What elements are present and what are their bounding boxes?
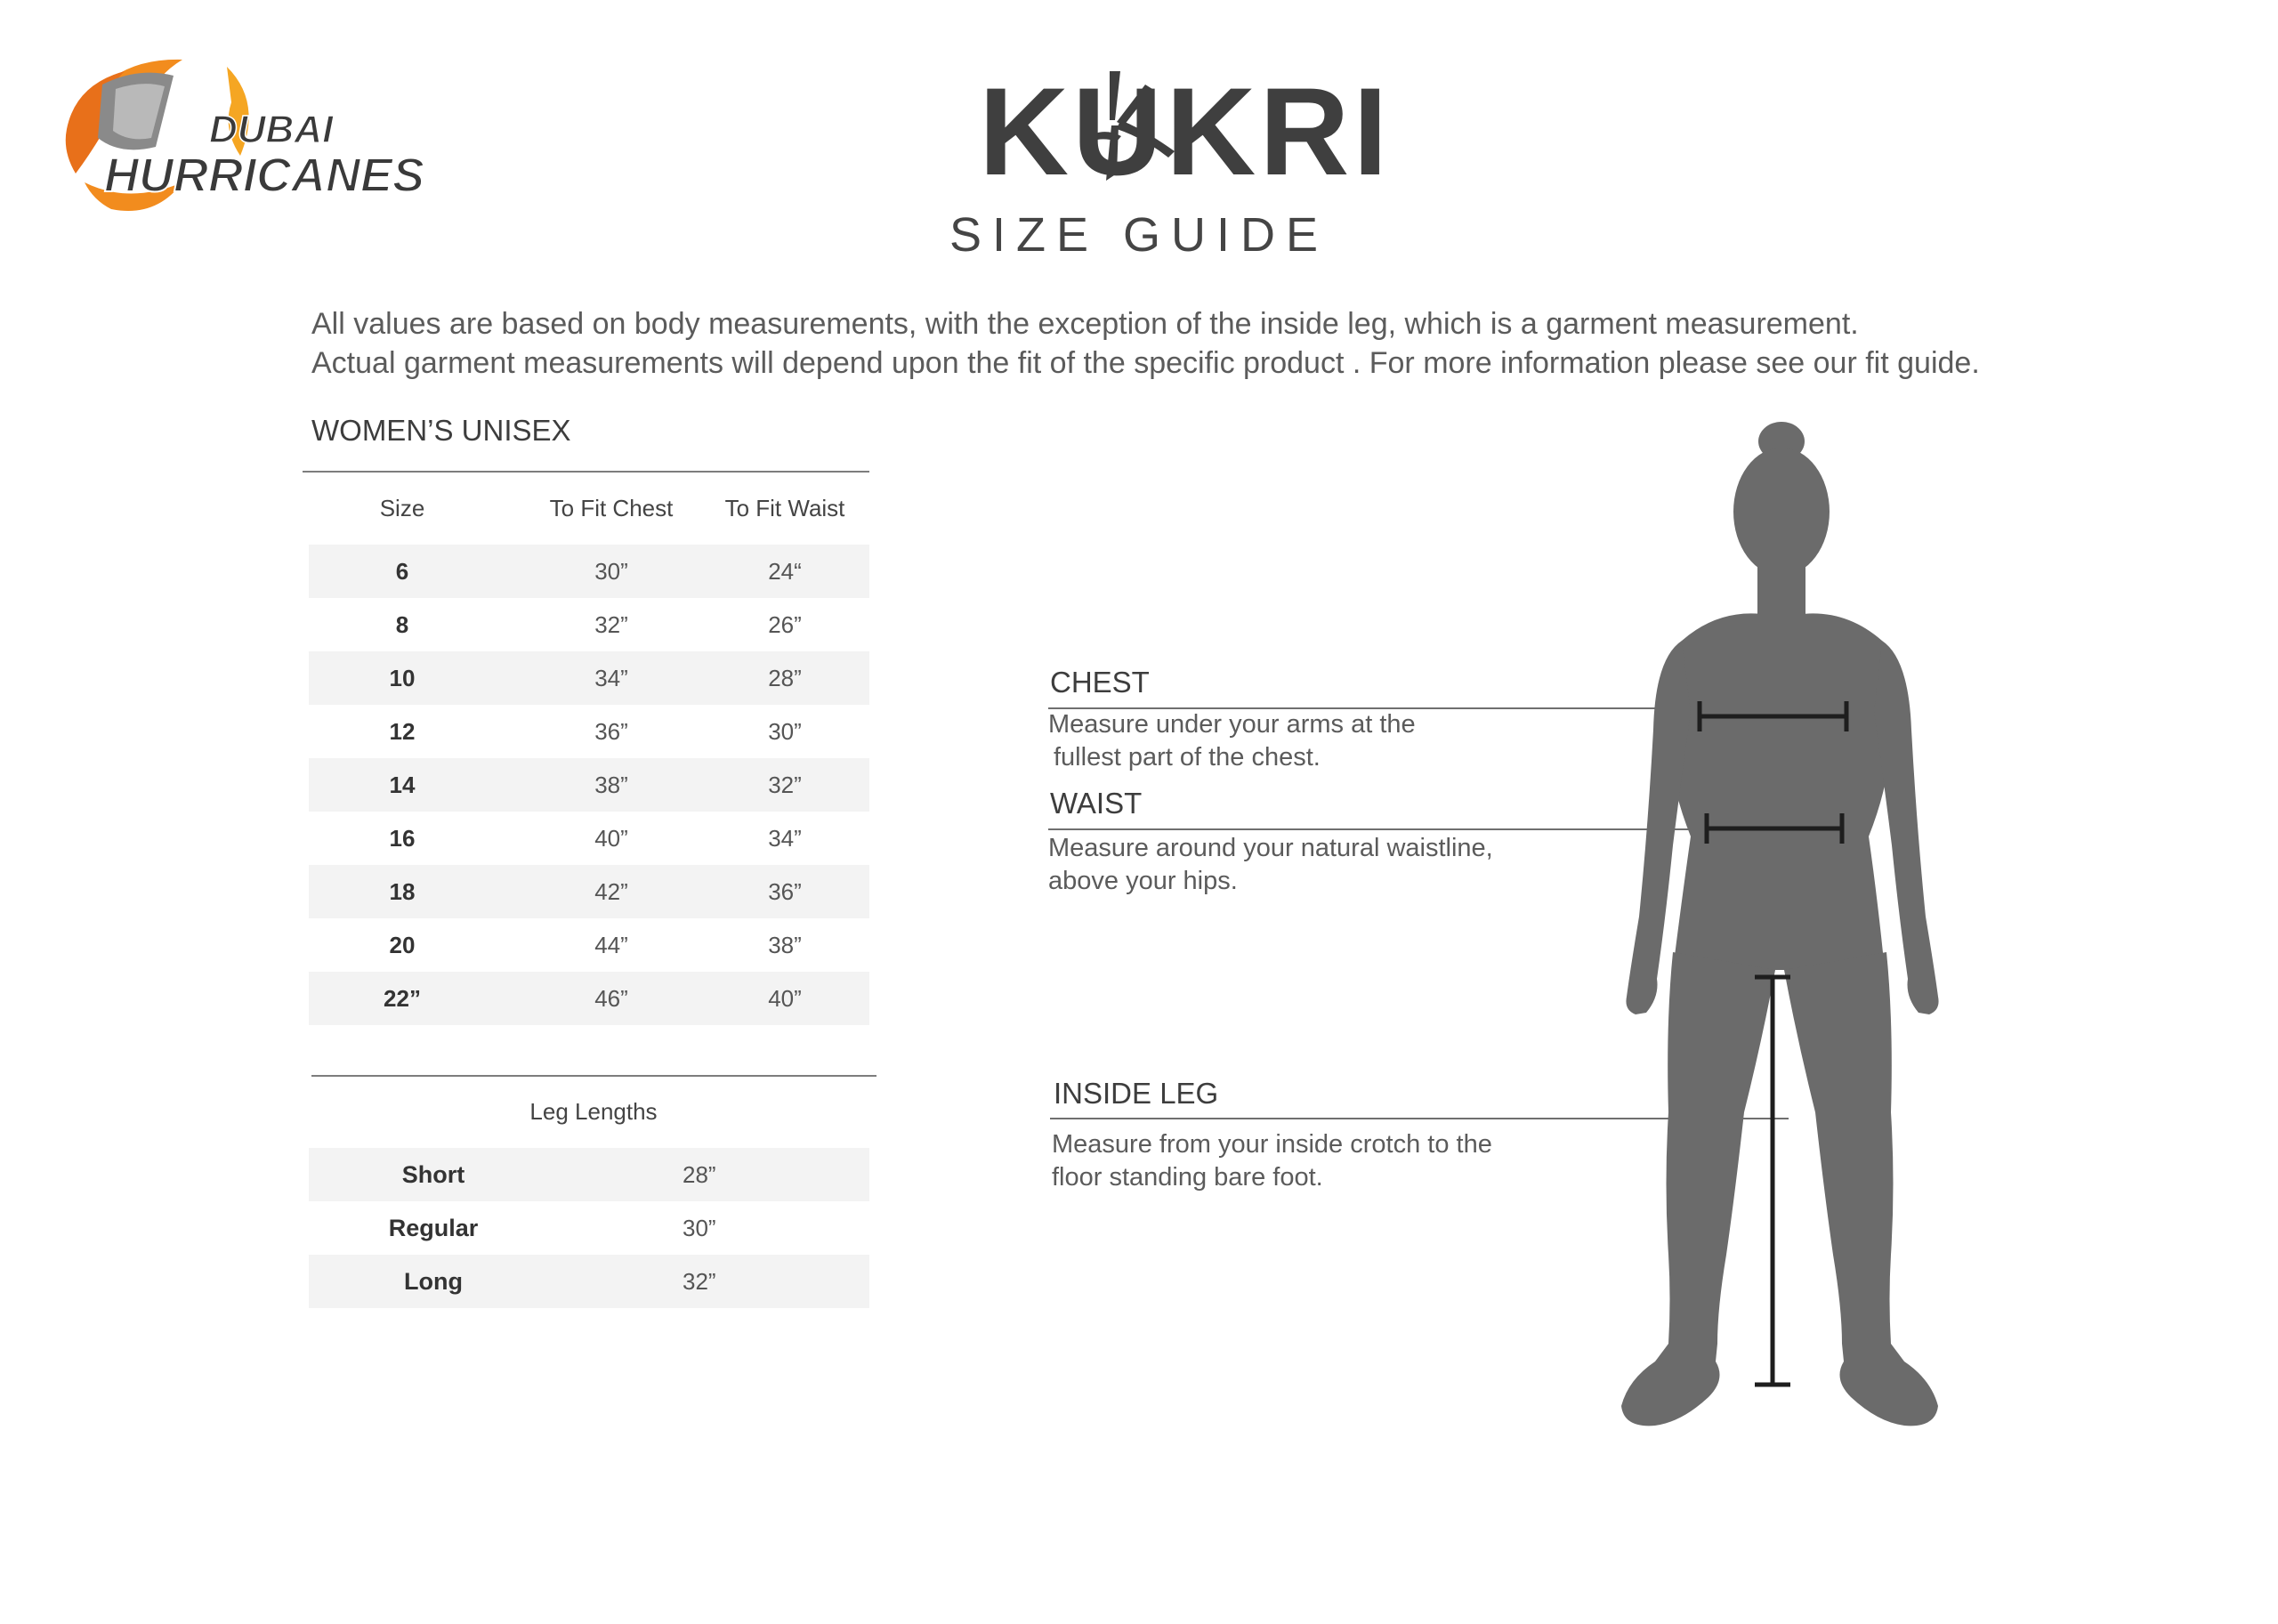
inside-leg-desc-2: floor standing bare foot. (1052, 1163, 1323, 1192)
team-logo-dubai: DUBAI (209, 108, 334, 151)
size-cell: 12 (389, 717, 416, 745)
leg-length-name: Regular (388, 1214, 479, 1241)
chest-cell: 46” (594, 984, 628, 1012)
leg-length-value: 28” (683, 1160, 716, 1188)
size-cell: 22” (384, 984, 421, 1012)
table-row (309, 705, 869, 758)
size-table (309, 472, 869, 1025)
table-row (309, 758, 869, 812)
table-row (309, 1201, 869, 1255)
inside-leg-label: INSIDE LEG (1054, 1077, 1219, 1110)
chest-cell: 32” (594, 610, 628, 638)
leg-length-name: Long (404, 1267, 463, 1295)
header-chest: To Fit Chest (549, 494, 674, 521)
leg-length-name: Short (401, 1160, 465, 1188)
size-cell: 18 (389, 877, 416, 905)
table-row (309, 865, 869, 918)
team-logo-hurricanes: HURRICANES (104, 149, 425, 202)
waist-cell: 30” (768, 717, 802, 745)
chest-cell: 40” (594, 824, 628, 852)
chest-cell: 44” (594, 931, 628, 958)
chest-cell: 42” (594, 877, 628, 905)
leg-lengths-header: Leg Lengths (529, 1098, 658, 1125)
leg-length-value: 32” (683, 1267, 716, 1295)
chest-desc-1: Measure under your arms at the (1048, 710, 1416, 739)
size-cell: 6 (395, 557, 409, 585)
header-size: Size (379, 494, 425, 521)
chest-cell: 36” (594, 717, 628, 745)
table-row (309, 812, 869, 865)
chest-cell: 38” (594, 771, 628, 798)
section-title: WOMEN’S UNISEX (311, 414, 571, 447)
brand-wordmark: KUKRI (979, 61, 1392, 201)
table-row (309, 972, 869, 1025)
leg-lengths-table (309, 1075, 878, 1308)
table-row (309, 651, 869, 705)
size-cell: 10 (389, 664, 416, 691)
waist-cell: 40” (768, 984, 802, 1012)
size-table-header (309, 472, 869, 545)
size-cell: 8 (395, 610, 409, 638)
body-silhouette (1584, 418, 1975, 1446)
size-cell: 20 (389, 931, 416, 958)
leg-length-value: 30” (683, 1214, 716, 1241)
intro-line-1: All values are based on body measurements, with the exception of the inside leg, which is a garment measurement. (311, 307, 1859, 341)
chest-cell: 30” (594, 557, 628, 585)
waist-cell: 34” (768, 824, 802, 852)
waist-cell: 26” (768, 610, 802, 638)
waist-desc-2: above your hips. (1048, 867, 1238, 895)
inside-leg-desc-1: Measure from your inside crotch to the (1052, 1130, 1492, 1159)
chest-desc-2: fullest part of the chest. (1054, 743, 1321, 772)
waist-label: WAIST (1050, 787, 1143, 820)
waist-cell: 28” (768, 664, 802, 691)
waist-cell: 24“ (768, 557, 802, 585)
intro-line-2: Actual garment measurements will depend upon the fit of the specific product . For more information please see our fit guide. (311, 346, 1980, 380)
waist-cell: 38” (768, 931, 802, 958)
table-row (309, 1148, 869, 1201)
chest-label: CHEST (1050, 666, 1150, 699)
table-row (309, 598, 869, 651)
waist-cell: 32” (768, 771, 802, 798)
size-cell: 16 (389, 824, 416, 852)
waist-desc-1: Measure around your natural waistline, (1048, 834, 1493, 862)
chest-cell: 34” (594, 664, 628, 691)
waist-cell: 36” (768, 877, 802, 905)
page-title: SIZE GUIDE (949, 208, 1329, 262)
team-logo (49, 49, 425, 227)
table-row (309, 918, 869, 972)
table-row (309, 1255, 869, 1308)
table-row (309, 545, 869, 598)
header-waist: To Fit Waist (724, 494, 845, 521)
size-cell: 14 (389, 771, 416, 798)
